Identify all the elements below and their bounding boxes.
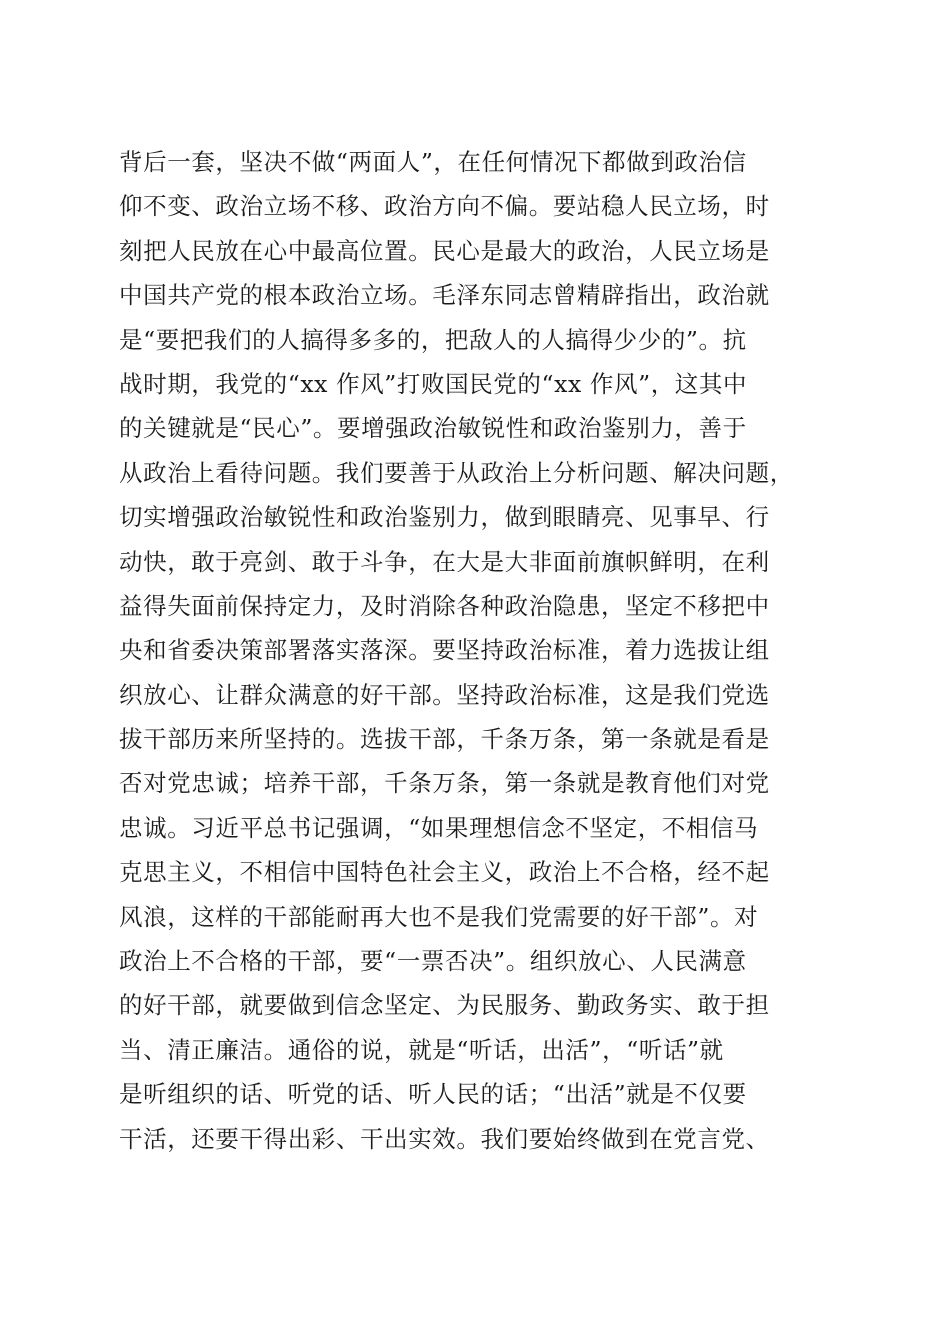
text-line-14: 拔干部历来所坚持的。选拔干部，千条万条，第一条就是看是 [119, 725, 770, 754]
text-line-2: 仰不变、政治立场不移、政治方向不偏。要站稳人民立场，时 [119, 192, 770, 221]
text-line-18: 风浪，这样的干部能耐再大也不是我们党需要的好干部”。对 [119, 902, 759, 931]
text-line-7: 的关键就是“民心”。要增强政治敏锐性和政治鉴别力，善于 [119, 414, 747, 443]
text-line-10: 动快，敢于亮剑、敢于斗争，在大是大非面前旗帜鲜明，在利 [119, 547, 770, 576]
text-line-19: 政治上不合格的干部，要“一票否决”。组织放心、人民满意 [119, 947, 747, 976]
text-line-15: 否对党忠诚；培养干部，千条万条，第一条就是教育他们对党 [119, 769, 770, 798]
text-line-12: 央和省委决策部署落实落深。要坚持政治标准，着力选拔让组 [119, 636, 770, 665]
text-line-9: 切实增强政治敏锐性和政治鉴别力，做到眼睛亮、见事早、行 [119, 503, 770, 532]
text-line-8: 从政治上看待问题。我们要善于从政治上分析问题、解决问题， [119, 458, 794, 487]
text-line-3: 刻把人民放在心中最高位置。民心是最大的政治，人民立场是 [119, 236, 770, 265]
text-line-17: 克思主义，不相信中国特色社会主义，政治上不合格，经不起 [119, 858, 770, 887]
text-line-20: 的好干部，就要做到信念坚定、为民服务、勤政务实、敢于担 [119, 991, 770, 1020]
text-line-5: 是“要把我们的人搞得多多的，把敌人的人搞得少少的”。抗 [119, 325, 747, 354]
body-text [119, 140, 839, 1161]
text-line-4: 中国共产党的根本政治立场。毛泽东同志曾精辟指出，政治就 [119, 281, 770, 310]
text-line-23: 干活，还要干得出彩、干出实效。我们要始终做到在党言党、 [119, 1124, 770, 1153]
text-line-6: 战时期，我党的“xx 作风”打败国民党的“xx 作风”，这其中 [119, 369, 748, 398]
text-line-22: 是听组织的话、听党的话、听人民的话；“出活”就是不仅要 [119, 1080, 747, 1109]
text-line-1: 背后一套，坚决不做“两面人”，在任何情况下都做到政治信 [119, 148, 747, 176]
text-line-16: 忠诚。习近平总书记强调，“如果理想信念不坚定，不相信马 [119, 813, 759, 842]
text-line-21: 当、清正廉洁。通俗的说，就是“听话，出活”，“听话”就 [119, 1035, 724, 1064]
text-line-11: 益得失面前保持定力，及时消除各种政治隐患，坚定不移把中 [119, 591, 770, 620]
text-line-13: 织放心、让群众满意的好干部。坚持政治标准，这是我们党选 [119, 680, 770, 709]
